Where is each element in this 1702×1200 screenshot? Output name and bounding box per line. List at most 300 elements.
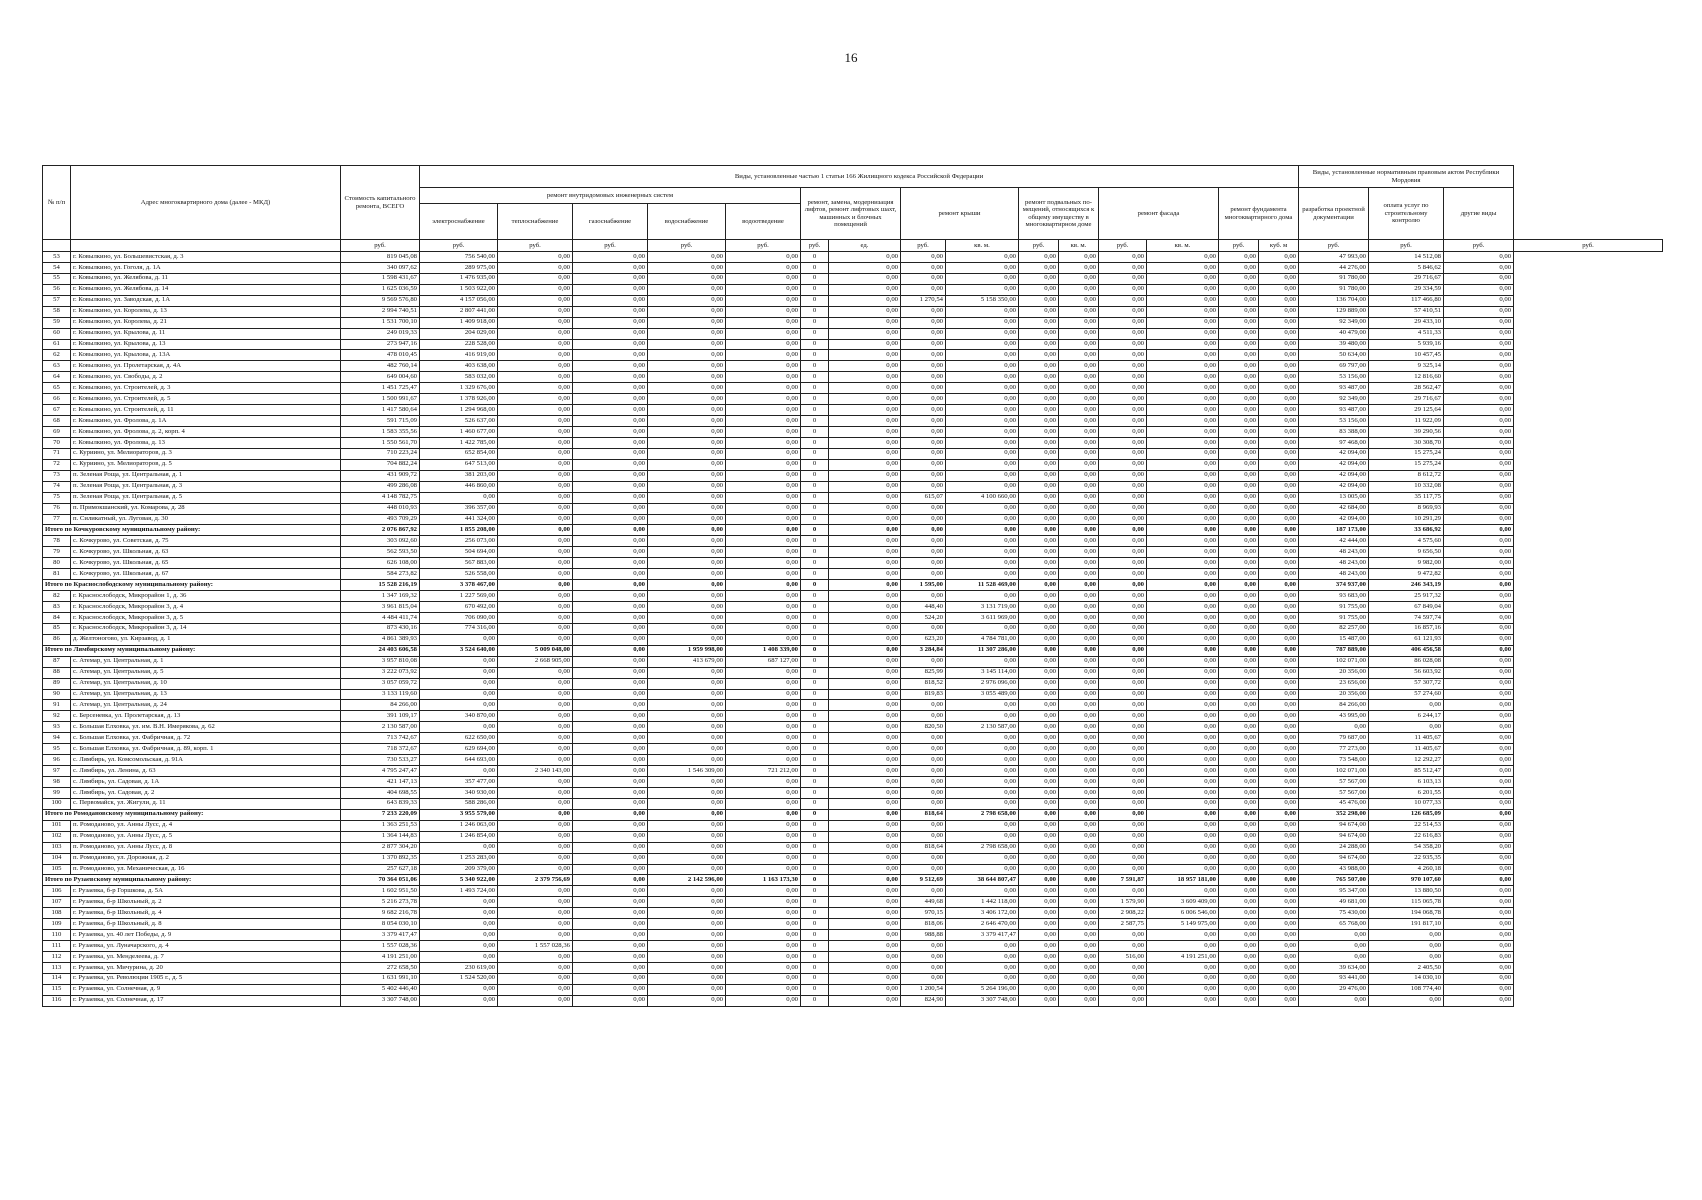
table-cell: 0,00 — [1147, 602, 1219, 613]
table-cell: 0,00 — [1259, 525, 1299, 536]
row-address: с. Большая Елховка, ул. Фабричная, д. 89, корп. 1 — [71, 744, 341, 755]
header-foundation: ремонт фундамента многоквартирного дома — [1219, 188, 1299, 240]
table-cell: 0,00 — [1059, 394, 1099, 405]
table-cell: 710 223,24 — [341, 448, 420, 459]
table-cell: 0,00 — [1147, 536, 1219, 547]
table-cell: 0,00 — [901, 656, 946, 667]
table-cell: 0,00 — [1019, 809, 1059, 820]
table-cell: 0,00 — [726, 777, 801, 788]
table-cell: 1 476 935,00 — [420, 273, 498, 284]
table-cell: 0,00 — [946, 787, 1019, 798]
table-cell: 0,00 — [573, 405, 648, 416]
table-cell: 0,00 — [1099, 678, 1147, 689]
table-cell: 18 957 181,00 — [1147, 875, 1219, 886]
table-cell: 0,00 — [1099, 962, 1147, 973]
table-cell: 0,00 — [420, 919, 498, 930]
table-cell: 0,00 — [726, 591, 801, 602]
table-cell: 0,00 — [498, 481, 573, 492]
table-cell: 0 — [801, 733, 829, 744]
table-cell: 0,00 — [829, 547, 901, 558]
table-cell: 0,00 — [726, 831, 801, 842]
table-cell: 0,00 — [1147, 995, 1219, 1006]
table-cell: 15 487,00 — [1299, 634, 1369, 645]
units-row — [43, 240, 1663, 252]
table-cell: 0,00 — [1219, 689, 1259, 700]
table-cell: 504 694,00 — [420, 547, 498, 558]
table-cell: 0,00 — [946, 284, 1019, 295]
table-cell: 0,00 — [648, 678, 726, 689]
table-cell: 0 — [801, 777, 829, 788]
table-cell: 0,00 — [573, 361, 648, 372]
row-number: 80 — [43, 558, 71, 569]
row-address: г. Рузаевка, ул. Солнечная, д. 9 — [71, 984, 341, 995]
table-cell: 4 100 660,00 — [946, 492, 1019, 503]
table-cell: 0,00 — [573, 416, 648, 427]
table-cell: 0,00 — [1059, 897, 1099, 908]
table-cell: 0,00 — [726, 984, 801, 995]
table-row — [43, 383, 1663, 394]
table-cell: 0,00 — [648, 952, 726, 963]
table-cell: 0,00 — [1099, 569, 1147, 580]
table-cell: 4 511,33 — [1369, 328, 1444, 339]
row-address: с. Кочкурово, ул. Школьная, д. 63 — [71, 547, 341, 558]
table-cell: 0,00 — [726, 962, 801, 973]
table-cell: 0,00 — [829, 941, 901, 952]
table-cell: 0,00 — [1444, 317, 1514, 328]
table-cell: 643 839,33 — [341, 798, 420, 809]
table-cell: 0,00 — [901, 383, 946, 394]
table-cell: 0,00 — [726, 547, 801, 558]
table-cell: 289 975,00 — [420, 262, 498, 273]
table-cell: 0 — [801, 591, 829, 602]
table-row — [43, 547, 1663, 558]
table-cell: 0,00 — [829, 273, 901, 284]
table-row — [43, 612, 1663, 623]
table-cell: 0,00 — [1444, 875, 1514, 886]
table-row — [43, 262, 1663, 273]
table-cell: 0,00 — [1444, 842, 1514, 853]
table-cell: 0,00 — [901, 536, 946, 547]
table-cell: 0,00 — [498, 252, 573, 263]
table-cell: 0,00 — [420, 689, 498, 700]
row-number: 63 — [43, 361, 71, 372]
table-cell: 0,00 — [1147, 492, 1219, 503]
table-cell: 2 379 756,69 — [498, 875, 573, 886]
table-cell: 0,00 — [1219, 416, 1259, 427]
table-cell: 0,00 — [946, 536, 1019, 547]
table-cell: 0,00 — [498, 383, 573, 394]
table-cell: 0 — [801, 470, 829, 481]
unit-label: руб. — [1444, 240, 1514, 252]
table-cell: 0,00 — [1219, 284, 1259, 295]
table-cell: 0,00 — [1259, 602, 1299, 613]
table-row — [43, 766, 1663, 777]
table-cell: 1 602 951,50 — [341, 886, 420, 897]
row-number: 102 — [43, 831, 71, 842]
table-cell: 43 995,00 — [1299, 711, 1369, 722]
table-cell: 0 — [801, 383, 829, 394]
table-cell: 246 343,19 — [1369, 580, 1444, 591]
table-cell: 0,00 — [1059, 908, 1099, 919]
table-cell: 257 627,18 — [341, 864, 420, 875]
table-cell: 0,00 — [1219, 295, 1259, 306]
row-number: 109 — [43, 919, 71, 930]
table-cell: 0,00 — [573, 798, 648, 809]
table-cell: 0,00 — [829, 262, 901, 273]
table-cell: 0,00 — [573, 481, 648, 492]
row-number: 85 — [43, 623, 71, 634]
table-cell: 0,00 — [829, 689, 901, 700]
table-cell: 818,52 — [901, 678, 946, 689]
table-cell: 0,00 — [946, 591, 1019, 602]
table-row — [43, 591, 1663, 602]
table-cell: 35 117,75 — [1369, 492, 1444, 503]
table-cell: 0,00 — [829, 875, 901, 886]
header-design: разработка проектной документации — [1299, 188, 1369, 240]
table-cell: 0,00 — [829, 766, 901, 777]
table-cell: 0,00 — [573, 448, 648, 459]
row-address: с. Кочкурово, ул. Советская, д. 75 — [71, 536, 341, 547]
table-cell: 0,00 — [498, 448, 573, 459]
table-cell: 0,00 — [829, 798, 901, 809]
table-cell: 45 476,00 — [1299, 798, 1369, 809]
table-cell: 0,00 — [1219, 339, 1259, 350]
table-cell: 129 889,00 — [1299, 306, 1369, 317]
table-cell: 0,00 — [1444, 350, 1514, 361]
table-cell: 0,00 — [1444, 416, 1514, 427]
table-cell: 0,00 — [1147, 656, 1219, 667]
table-cell: 0,00 — [1259, 262, 1299, 273]
unit-label: куб. м — [1259, 240, 1299, 252]
row-number: 115 — [43, 984, 71, 995]
table-cell: 4 784 781,00 — [946, 634, 1019, 645]
table-cell: 0 — [801, 897, 829, 908]
table-cell: 5 402 446,40 — [341, 984, 420, 995]
capital-repair-table — [42, 165, 1663, 1007]
table-cell: 0,00 — [1444, 853, 1514, 864]
table-cell: 0,00 — [498, 284, 573, 295]
table-cell: 0,00 — [1259, 558, 1299, 569]
table-cell: 0,00 — [648, 569, 726, 580]
table-row — [43, 962, 1663, 973]
table-cell: 93 487,00 — [1299, 405, 1369, 416]
table-cell: 0,00 — [498, 273, 573, 284]
table-cell: 0,00 — [829, 886, 901, 897]
table-cell: 0,00 — [1259, 766, 1299, 777]
table-cell: 6 244,17 — [1369, 711, 1444, 722]
table-cell: 0,00 — [498, 547, 573, 558]
table-cell: 0,00 — [726, 262, 801, 273]
row-address: г. Рузаевка, ул. Революции 1905 г., д. 5 — [71, 973, 341, 984]
row-address: г. Краснослободск, Микрорайон 3, д. 4 — [71, 602, 341, 613]
table-cell: 194 068,78 — [1369, 908, 1444, 919]
table-cell: 0,00 — [648, 525, 726, 536]
table-cell: 57 567,00 — [1299, 787, 1369, 798]
table-cell: 0,00 — [648, 328, 726, 339]
table-cell: 0 — [801, 973, 829, 984]
table-cell: 0,00 — [1059, 328, 1099, 339]
table-cell: 0,00 — [1219, 962, 1259, 973]
table-cell: 1 598 431,67 — [341, 273, 420, 284]
header-heating: теплоснабжение — [498, 204, 573, 240]
table-cell: 0,00 — [1259, 700, 1299, 711]
table-cell: 0 — [801, 809, 829, 820]
table-cell: 0,00 — [1219, 394, 1259, 405]
table-cell: 43 988,00 — [1299, 864, 1369, 875]
table-cell: 28 562,47 — [1369, 383, 1444, 394]
table-cell: 0,00 — [1444, 689, 1514, 700]
table-cell: 30 308,70 — [1369, 437, 1444, 448]
table-cell: 0,00 — [726, 394, 801, 405]
table-cell: 1 294 968,00 — [420, 405, 498, 416]
table-cell: 0,00 — [1259, 930, 1299, 941]
table-cell: 0,00 — [1059, 339, 1099, 350]
table-cell: 591 715,09 — [341, 416, 420, 427]
row-number: 98 — [43, 777, 71, 788]
row-number: 111 — [43, 941, 71, 952]
table-cell: 11 922,09 — [1369, 416, 1444, 427]
row-address: с. Кочкурово, ул. Школьная, д. 65 — [71, 558, 341, 569]
table-cell: 0,00 — [1444, 711, 1514, 722]
table-cell: 0,00 — [946, 656, 1019, 667]
table-row — [43, 394, 1663, 405]
table-cell: 0,00 — [498, 842, 573, 853]
table-cell: 0,00 — [1059, 536, 1099, 547]
table-cell: 446 860,00 — [420, 481, 498, 492]
table-cell: 0,00 — [1259, 864, 1299, 875]
table-cell: 0,00 — [1219, 525, 1259, 536]
row-number: 75 — [43, 492, 71, 503]
table-cell: 0,00 — [726, 558, 801, 569]
table-row — [43, 405, 1663, 416]
table-cell: 0,00 — [829, 591, 901, 602]
table-cell: 0,00 — [1019, 558, 1059, 569]
table-cell: 0,00 — [829, 645, 901, 656]
row-address: п. Ромоданово, ул. Механическая, д. 16 — [71, 864, 341, 875]
table-cell: 0,00 — [1444, 831, 1514, 842]
table-cell: 0 — [801, 886, 829, 897]
table-cell: 0,00 — [573, 273, 648, 284]
table-cell: 3 145 114,00 — [946, 667, 1019, 678]
row-number: 94 — [43, 733, 71, 744]
table-cell: 0,00 — [726, 787, 801, 798]
table-cell: 0,00 — [1019, 536, 1059, 547]
table-cell: 0,00 — [648, 448, 726, 459]
table-cell: 1 460 677,00 — [420, 427, 498, 438]
table-cell: 0,00 — [829, 306, 901, 317]
table-cell: 0,00 — [648, 798, 726, 809]
table-cell: 0,00 — [1259, 908, 1299, 919]
table-cell: 0,00 — [1059, 437, 1099, 448]
table-cell: 0,00 — [829, 405, 901, 416]
table-cell: 0,00 — [1019, 416, 1059, 427]
table-cell: 0,00 — [1259, 645, 1299, 656]
table-cell: 3 284,84 — [901, 645, 946, 656]
row-address: г. Ковылкино, ул. Строителей, д. 5 — [71, 394, 341, 405]
table-cell: 0,00 — [726, 864, 801, 875]
table-cell: 0,00 — [1444, 252, 1514, 263]
table-cell: 57 410,51 — [1369, 306, 1444, 317]
table-cell: 0,00 — [726, 678, 801, 689]
table-cell: 0,00 — [726, 995, 801, 1006]
table-cell: 0,00 — [1059, 875, 1099, 886]
unit-label: руб. — [498, 240, 573, 252]
table-cell: 0,00 — [1019, 317, 1059, 328]
table-cell: 0,00 — [648, 777, 726, 788]
table-cell: 626 108,00 — [341, 558, 420, 569]
table-row — [43, 558, 1663, 569]
table-cell: 0,00 — [573, 623, 648, 634]
table-cell: 0,00 — [1019, 962, 1059, 973]
header-basement: ремонт подвальных по-мещений, относящихся к общему имуществу в многоквартирном доме — [1019, 188, 1099, 240]
table-row — [43, 656, 1663, 667]
table-cell: 0,00 — [829, 427, 901, 438]
table-cell: 448 010,93 — [341, 503, 420, 514]
table-cell: 413 679,00 — [648, 656, 726, 667]
table-cell: 4 148 782,75 — [341, 492, 420, 503]
table-cell: 303 092,60 — [341, 536, 420, 547]
table-cell: 4 484 411,74 — [341, 612, 420, 623]
table-cell: 0,00 — [901, 831, 946, 842]
table-cell: 42 094,00 — [1299, 481, 1369, 492]
table-cell: 85 512,47 — [1369, 766, 1444, 777]
table-cell: 0,00 — [573, 580, 648, 591]
table-cell: 416 919,00 — [420, 350, 498, 361]
table-cell: 0,00 — [1099, 448, 1147, 459]
table-row — [43, 733, 1663, 744]
table-cell: 0,00 — [573, 689, 648, 700]
table-cell: 0,00 — [1219, 886, 1259, 897]
table-cell: 819 045,08 — [341, 252, 420, 263]
table-cell: 0,00 — [946, 459, 1019, 470]
table-cell: 0,00 — [1299, 722, 1369, 733]
table-cell: 0,00 — [573, 427, 648, 438]
table-cell: 0 — [801, 744, 829, 755]
table-row — [43, 273, 1663, 284]
table-cell: 0,00 — [1059, 448, 1099, 459]
table-cell: 0,00 — [648, 262, 726, 273]
table-cell: 0,00 — [498, 853, 573, 864]
table-cell: 0,00 — [498, 831, 573, 842]
row-address: с. Атемар, ул. Центральная, д. 13 — [71, 689, 341, 700]
row-address: г. Ковылкино, ул. Пролетарская, д. 4А — [71, 361, 341, 372]
row-number: 110 — [43, 930, 71, 941]
table-cell: 0,00 — [1259, 328, 1299, 339]
table-cell: 39 290,56 — [1369, 427, 1444, 438]
table-cell: 0,00 — [726, 459, 801, 470]
table-cell: 0 — [801, 492, 829, 503]
table-cell: 0,00 — [648, 842, 726, 853]
table-cell: 0,00 — [1019, 405, 1059, 416]
table-cell: 2 142 596,00 — [648, 875, 726, 886]
row-number: 87 — [43, 656, 71, 667]
table-cell: 0,00 — [1219, 787, 1259, 798]
table-cell: 0,00 — [1259, 787, 1299, 798]
table-cell: 0,00 — [1444, 481, 1514, 492]
table-row — [43, 295, 1663, 306]
table-cell: 0,00 — [573, 755, 648, 766]
table-cell: 9 472,82 — [1369, 569, 1444, 580]
table-cell: 0,00 — [1059, 667, 1099, 678]
table-cell: 0 — [801, 481, 829, 492]
table-row — [43, 569, 1663, 580]
table-cell: 0,00 — [901, 766, 946, 777]
table-cell: 0,00 — [1219, 973, 1259, 984]
table-cell: 39 634,00 — [1299, 962, 1369, 973]
table-cell: 0,00 — [1219, 798, 1259, 809]
table-cell: 1 370 892,35 — [341, 853, 420, 864]
table-cell: 0,00 — [1059, 459, 1099, 470]
table-cell: 2 076 867,92 — [341, 525, 420, 536]
table-cell: 406 456,58 — [1369, 645, 1444, 656]
table-cell: 2 798 658,00 — [946, 842, 1019, 853]
table-cell: 0,00 — [648, 744, 726, 755]
table-cell: 1 557 028,36 — [341, 941, 420, 952]
table-cell: 0,00 — [726, 252, 801, 263]
row-number: 91 — [43, 700, 71, 711]
table-cell: 0,00 — [1099, 623, 1147, 634]
table-cell: 11 528 469,00 — [946, 580, 1019, 591]
table-cell: 721 212,00 — [726, 766, 801, 777]
table-cell: 1 246 854,00 — [420, 831, 498, 842]
table-cell: 0,00 — [1059, 984, 1099, 995]
table-cell: 6 006 546,00 — [1147, 908, 1219, 919]
table-cell: 970,15 — [901, 908, 946, 919]
table-cell: 8 969,93 — [1369, 503, 1444, 514]
table-row — [43, 427, 1663, 438]
table-cell: 0,00 — [1147, 448, 1219, 459]
table-cell: 75 430,00 — [1299, 908, 1369, 919]
table-cell: 0,00 — [1059, 831, 1099, 842]
table-cell: 499 286,08 — [341, 481, 420, 492]
table-cell: 0,00 — [420, 766, 498, 777]
table-cell: 0,00 — [1019, 919, 1059, 930]
table-cell: 0,00 — [1019, 842, 1059, 853]
row-number: 60 — [43, 328, 71, 339]
header-supervision: оплата услуг по строительному контролю — [1369, 188, 1444, 240]
table-cell: 204 029,00 — [420, 328, 498, 339]
table-cell: 0,00 — [726, 372, 801, 383]
table-cell: 0,00 — [901, 317, 946, 328]
table-cell: 0,00 — [726, 897, 801, 908]
row-address: г. Рузаевка, ул. Солнечная, д. 17 — [71, 995, 341, 1006]
table-cell: 0,00 — [498, 602, 573, 613]
table-cell: 0,00 — [1147, 930, 1219, 941]
header-roof: ремонт крыши — [901, 188, 1019, 240]
table-cell: 431 909,72 — [341, 470, 420, 481]
table-cell: 93 683,00 — [1299, 591, 1369, 602]
table-cell: 0,00 — [648, 580, 726, 591]
table-cell: 0,00 — [420, 722, 498, 733]
table-cell: 0,00 — [726, 602, 801, 613]
table-cell: 0 — [801, 755, 829, 766]
table-cell: 0,00 — [1147, 481, 1219, 492]
table-cell: 0,00 — [1444, 470, 1514, 481]
table-cell: 0,00 — [1444, 984, 1514, 995]
table-cell: 1 524 520,00 — [420, 973, 498, 984]
table-cell: 0,00 — [1059, 602, 1099, 613]
table-cell: 0,00 — [573, 820, 648, 831]
table-cell: 0,00 — [901, 284, 946, 295]
table-cell: 3 961 815,04 — [341, 602, 420, 613]
table-cell: 0 — [801, 306, 829, 317]
table-cell: 25 917,32 — [1369, 591, 1444, 602]
table-cell: 0,00 — [726, 525, 801, 536]
table-cell: 0,00 — [1444, 755, 1514, 766]
table-cell: 13 005,00 — [1299, 492, 1369, 503]
table-cell: 0,00 — [1219, 908, 1259, 919]
row-number: 66 — [43, 394, 71, 405]
